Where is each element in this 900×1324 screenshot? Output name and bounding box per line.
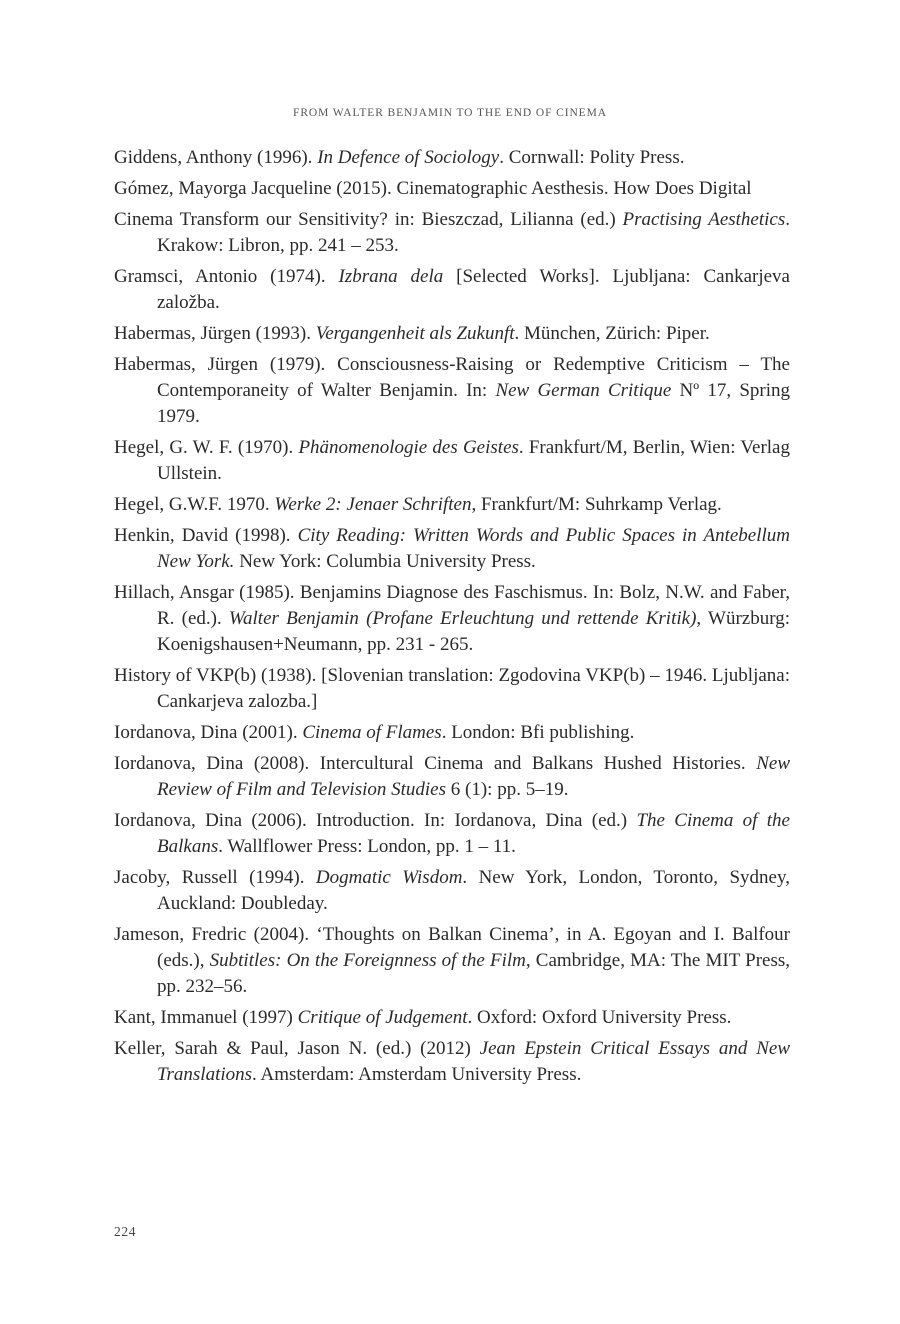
entry-text: Keller, Sarah & Paul, Jason N. (ed.) (2012): [114, 1038, 480, 1059]
entry-title-italic: In Defence of Sociology: [317, 147, 500, 168]
bibliography-entry: [114, 523, 790, 575]
entry-text: Jacoby, Russell (1994).: [114, 867, 316, 888]
bibliography-entry: [114, 435, 790, 487]
bibliography-entry: [114, 176, 790, 202]
entry-text: Iordanova, Dina (2001).: [114, 722, 303, 743]
entry-title-italic: Walter Benjamin (Profane Erleuchtung und rettende Kritik): [228, 608, 697, 629]
entry-text: [Selected Works]. Ljubljana: Cankarjeva založba.: [157, 266, 790, 313]
bibliography-entry: [114, 865, 790, 917]
entry-text: 6 (1): pp. 5–19.: [446, 779, 569, 800]
entry-title-italic: Jean Epstein Critical Essays and New Translations: [157, 1038, 790, 1085]
entry-text: . Wallflower Press: London, pp. 1 – 11.: [218, 836, 516, 857]
bibliography-entry: [114, 207, 790, 259]
entry-text: . Cornwall: Polity Press.: [499, 147, 685, 168]
entry-text: Cinema Transform our Sensitivity? in: Bieszczad, Lilianna (ed.): [114, 209, 623, 230]
entry-text: Iordanova, Dina (2008). Intercultural Cinema and Balkans Hushed Histories.: [114, 753, 757, 774]
entry-text: , Würzburg: Koenigshausen+Neumann, pp. 231 - 265.: [157, 608, 790, 655]
entry-text: Gómez, Mayorga Jacqueline (2015). Cinematographic Aesthesis. How Does Digital: [114, 178, 752, 199]
entry-text: . Frankfurt/M, Berlin, Wien: Verlag Ullstein.: [157, 437, 790, 484]
bibliography-entry: [114, 264, 790, 316]
entry-text: Gramsci, Antonio (1974).: [114, 266, 339, 287]
entry-text: Habermas, Jürgen (1979). Consciousness-Raising or Redemptive Criticism – The Contemporaneity of Walter Benjamin. In:: [114, 354, 790, 401]
entry-text: Nº 17, Spring 1979.: [157, 380, 790, 427]
entry-text: , Cambridge, MA: The MIT Press, pp. 232–56.: [157, 950, 790, 997]
entry-title-italic: Subtitles: On the Foreignness of the Film: [209, 950, 526, 971]
entry-title-italic: Critique of Judgement: [297, 1007, 468, 1028]
entry-title-italic: New Review of Film and Television Studies: [157, 753, 790, 800]
entry-title-italic: Dogmatic Wisdom: [315, 867, 463, 888]
entry-text: , Frankfurt/M: Suhrkamp Verlag.: [471, 494, 722, 515]
entry-text: Habermas, Jürgen (1993).: [114, 323, 316, 344]
entry-text: Hillach, Ansgar (1985). Benjamins Diagnose des Faschismus. In: Bolz, N.W. and Faber, R. (ed.).: [114, 582, 790, 629]
entry-text: Iordanova, Dina (2006). Introduction. In: Iordanova, Dina (ed.): [114, 810, 637, 831]
entry-text: . New York, London, Toronto, Sydney, Auckland: Doubleday.: [157, 867, 790, 914]
entry-text: Henkin, David (1998).: [114, 525, 298, 546]
entry-text: . Oxford: Oxford University Press.: [467, 1007, 732, 1028]
bibliography-entry: [114, 751, 790, 803]
entry-text: Kant, Immanuel (1997): [114, 1007, 298, 1028]
entry-title-italic: City Reading: Written Words and Public Spaces in Antebellum New York.: [157, 525, 790, 572]
entry-title-italic: Werke 2: Jenaer Schriften: [274, 494, 472, 515]
entry-title-italic: New German Critique: [495, 380, 672, 401]
bibliography-entry: [114, 720, 790, 746]
entry-title-italic: Cinema of Flames: [302, 722, 442, 743]
bibliography-entry: [114, 580, 790, 658]
bibliography-entry: [114, 145, 790, 171]
bibliography-entry: [114, 321, 790, 347]
bibliography-entry: [114, 352, 790, 430]
entry-text: Jameson, Fredric (2004). ‘Thoughts on Balkan Cinema’, in A. Egoyan and I. Balfour (eds.),: [114, 924, 790, 971]
entry-text: . Krakow: Libron, pp. 241 – 253.: [157, 209, 790, 256]
entry-title-italic: Phänomenologie des Geistes: [298, 437, 519, 458]
bibliography-entry: [114, 663, 790, 715]
entry-title-italic: Vergangenheit als Zukunft: [315, 323, 515, 344]
bibliography-entry: [114, 1036, 790, 1088]
entry-text: History of VKP(b) (1938). [Slovenian translation: Zgodovina VKP(b) – 1946. Ljubljana: Cankarjeva zalozba.]: [114, 665, 790, 712]
bibliography-list: [114, 145, 790, 1093]
entry-text: New York: Columbia University Press.: [234, 551, 536, 572]
entry-text: . München, Zürich: Piper.: [514, 323, 710, 344]
entry-text: . Amsterdam: Amsterdam University Press.: [252, 1064, 582, 1085]
bibliography-entry: [114, 492, 790, 518]
bibliography-entry: [114, 922, 790, 1000]
entry-title-italic: The Cinema of the Balkans: [157, 810, 790, 857]
bibliography-entry: [114, 808, 790, 860]
entry-text: Hegel, G.W.F. 1970.: [114, 494, 275, 515]
entry-title-italic: Izbrana dela: [338, 266, 444, 287]
entry-text: Giddens, Anthony (1996).: [114, 147, 318, 168]
bibliography-entry: [114, 1005, 790, 1031]
running-head: FROM WALTER BENJAMIN TO THE END OF CINEMA: [293, 107, 607, 119]
entry-title-italic: Practising Aesthetics: [622, 209, 786, 230]
page-number: 224: [114, 1224, 137, 1239]
entry-text: Hegel, G. W. F. (1970).: [114, 437, 299, 458]
entry-text: . London: Bfi publishing.: [441, 722, 635, 743]
